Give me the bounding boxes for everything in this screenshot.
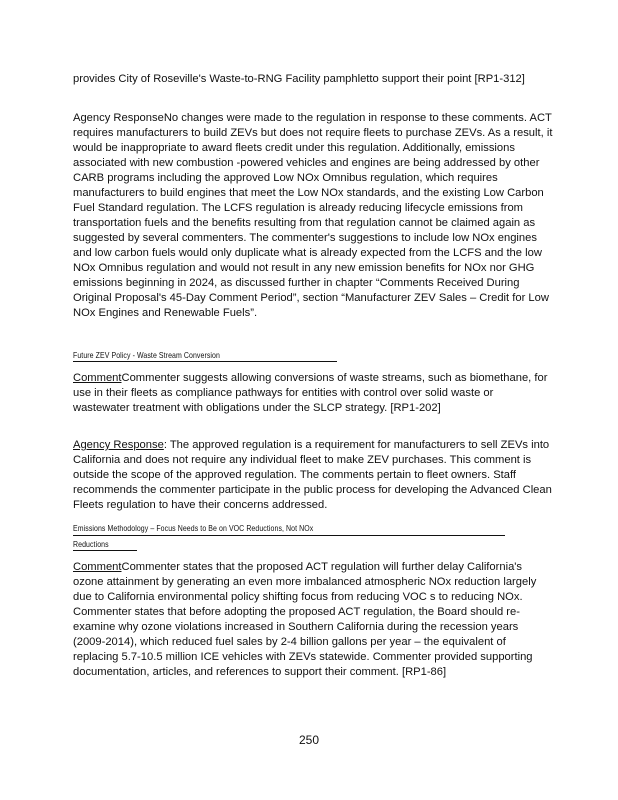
paragraph-text: Commenter states that the proposed ACT regulation will further delay California's ozone attainment by generating an even more imbalanced atmospheric NOx reduction largely due to California environmental policy shifting focus from reducing VOC s to reducing NOx. Commenter states that before adopting the proposed ACT regulation, the Board should re-examine why ozone violations increased in Southern California during the recession years (2009-2014), which reduced fuel sales by 2-4 billion gallons per year – the equivalent of replacing 5.7-10.5 million ICE vehicles with ZEVs statewide. Commenter provided supporting documentation, articles, and references to support their comment. [RP1-86] <box>73 561 537 678</box>
section-heading-waste-stream <box>73 350 430 361</box>
paragraph-roseville-pamphlet <box>73 72 553 87</box>
heading-underline <box>73 550 137 551</box>
heading-text: Reductions <box>73 539 109 549</box>
comment-label: Comment <box>73 372 122 384</box>
heading-text: Future ZEV Policy - Waste Stream Conversion <box>73 350 220 360</box>
comment-label: Comment <box>73 561 122 573</box>
paragraph-agency-response-1 <box>73 111 553 321</box>
paragraph-text: provides City of Roseville's Waste-to-RNG Facility pamphletto support their point [RP1-312] <box>73 73 525 85</box>
heading-text: Emissions Methodology – Focus Needs to Be on VOC Reductions, Not NOx <box>73 523 314 533</box>
section-heading-emissions-methodology-line2 <box>73 539 430 550</box>
paragraph-comment-emissions <box>73 560 553 680</box>
agency-response-label: Agency Response <box>73 439 164 451</box>
paragraph-text: No changes were made to the regulation in response to these comments. ACT requires manufacturers to build ZEVs but does not require fleets to purchase ZEVs. As a result, it would be inappropriate to award fleets credit under this regulation. Additionally, emissions associated with new combustion -powered vehicles and engines are being addressed by other CARB programs including the approved Low NOx Omnibus regulation, which requires manufacturers to build engines that meet the Low NOx standards, and the existing Low Carbon Fuel Standard regulation. The LCFS regulation is already reducing lifecycle emissions from transportation fuels and the benefits resulting from that regulation cannot be claimed again as suggested by several commenters. The commenter's suggestions to include low NOx engines and low carbon fuels would only duplicate what is already expected from the LCFS and the low NOx Omnibus regulation and would not result in any new emission benefits for NOx nor GHG emissions beginning in 2024, as discussed further in chapter “Comments Received During Original Proposal's 45-Day Comment Period”, section “Manufacturer ZEV Sales – Credit for Low NOx Engines and Renewable Fuels”. <box>73 112 553 319</box>
paragraph-comment-waste-stream <box>73 371 553 416</box>
page-number: 250 <box>298 733 320 747</box>
paragraph-text: : The approved regulation is a requirement for manufacturers to sell ZEVs into California and does not require any individual fleet to make ZEV purchases. This comment is outside the scope of the approved regulation. The comments pertain to fleet owners. Staff recommends the commenter participate in the public process for developing the Advanced Clean Fleets regulation to have their concerns addressed. <box>73 439 552 511</box>
heading-underline <box>73 361 337 362</box>
heading-underline <box>73 535 505 536</box>
paragraph-text: Commenter suggests allowing conversions of waste streams, such as biomethane, for use in their fleets as compliance pathways for entities with control over solid waste or wastewater treatment with obligations under the SLCP strategy. [RP1-202] <box>73 372 548 414</box>
agency-response-label: Agency Response <box>73 112 164 124</box>
paragraph-agency-response-2 <box>73 438 553 513</box>
section-heading-emissions-methodology <box>73 523 499 534</box>
